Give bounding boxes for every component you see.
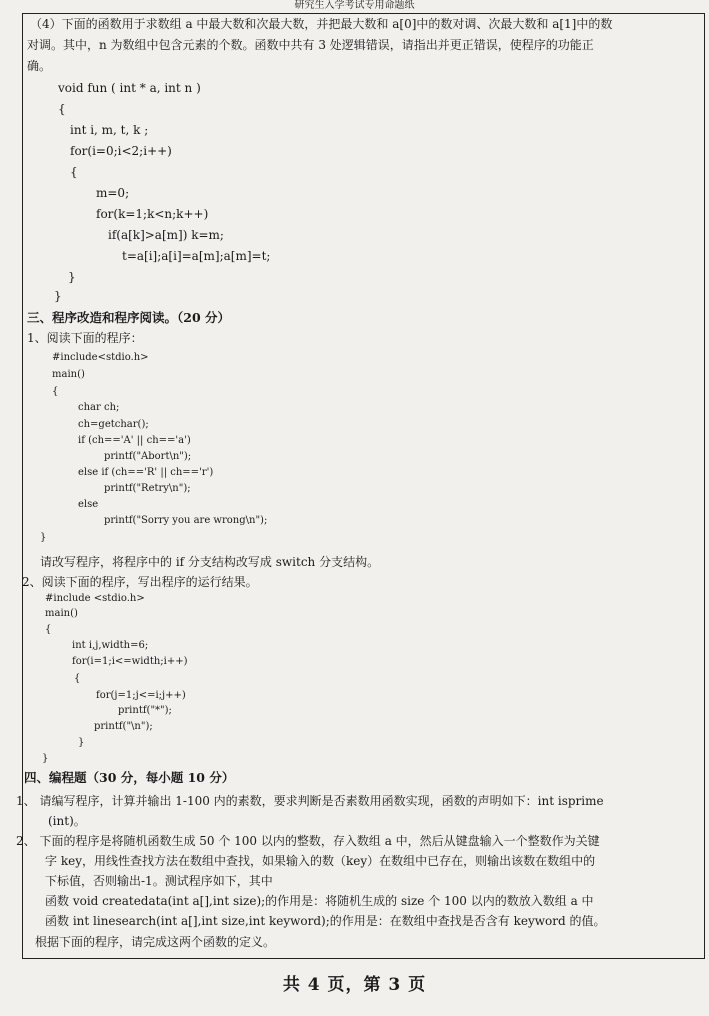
q1-code-line: ch=getchar(); bbox=[78, 419, 149, 430]
q4-code-line: m=0; bbox=[96, 186, 130, 200]
q2-code-line: #include <stdio.h> bbox=[45, 593, 145, 604]
q4-line2: 对调。其中，n 为数组中包含元素的个数。函数中共有 3 处逻辑错误，请指出并更正错误，使程序的功能正 bbox=[27, 38, 594, 52]
q4-line1: （4）下面的函数用于求数组 a 中最大数和次最大数，并把最大数和 a[0]中的数对调、次最大数和 a[1]中的数 bbox=[30, 17, 613, 31]
q4-code-line: if(a[k]>a[m]) k=m; bbox=[108, 228, 224, 242]
q4-code-line: { bbox=[70, 165, 78, 179]
q4-line3: 确。 bbox=[27, 59, 52, 73]
q2-code-line: printf("*"); bbox=[118, 705, 172, 716]
q1-code-line: if (ch=='A' || ch=='a') bbox=[78, 435, 191, 446]
section4-q2-line3: 下标值，否则输出-1。测试程序如下，其中 bbox=[45, 874, 273, 888]
q1-code-line: printf("Sorry you are wrong\n"); bbox=[104, 515, 268, 526]
section4-q2-line2: 字 key，用线性查找方法在数组中查找，如果输入的数（key）在数组中已存在，则输出该数在数组中的 bbox=[45, 854, 596, 868]
q2-code-line: } bbox=[78, 737, 85, 748]
q2-code-line: printf("\n"); bbox=[94, 721, 153, 732]
q4-code-line: { bbox=[58, 102, 66, 116]
q2-code-line: main() bbox=[45, 608, 78, 619]
section4-q2-line1: 2、 下面的程序是将随机函数生成 50 个 100 以内的整数，存入数组 a 中，然后从键盘输入一个整数作为关键 bbox=[16, 834, 600, 848]
q2-code-line: for(j=1;j<=i;j++) bbox=[96, 690, 186, 701]
q1-code-line: } bbox=[40, 532, 47, 543]
page-header: 研究生入学考试专用命题纸 bbox=[294, 0, 415, 11]
q2-code-line: { bbox=[45, 624, 52, 635]
section4-q1-line1: 1、 请编写程序，计算并输出 1-100 内的素数，要求判断是否素数用函数实现，函数的声明如下：int isprime bbox=[16, 794, 604, 808]
q4-code-line: for(k=1;k<n;k++) bbox=[96, 207, 209, 221]
q4-code-line: int i, m, t, k ; bbox=[70, 123, 149, 137]
section4-q1-line2: (int)。 bbox=[48, 814, 86, 828]
section4-q2-line5: 函数 int linesearch(int a[],int size,int keyword);的作用是：在数组中查找是否含有 keyword 的值。 bbox=[45, 914, 606, 928]
q1-code-line: printf("Retry\n"); bbox=[104, 483, 191, 494]
q1-code-line: #include<stdio.h> bbox=[52, 352, 149, 363]
section4-title: 四、编程题（30 分，每小题 10 分） bbox=[24, 770, 235, 785]
q1-code-line: else bbox=[78, 499, 99, 510]
q1-code-line: printf("Abort\n"); bbox=[104, 451, 192, 462]
q4-code-line: t=a[i];a[i]=a[m];a[m]=t; bbox=[122, 249, 271, 263]
q4-code-line: for(i=0;i<2;i++) bbox=[70, 144, 172, 158]
q2-code-line: { bbox=[74, 673, 81, 684]
section3-q2-title: 2、阅读下面的程序，写出程序的运行结果。 bbox=[22, 575, 258, 589]
q1-code-line: main() bbox=[52, 369, 85, 380]
q2-code-line: } bbox=[42, 753, 49, 764]
q2-code-line: for(i=1;i<=width;i++) bbox=[72, 656, 188, 667]
section4-q2-line6: 根据下面的程序，请完成这两个函数的定义。 bbox=[35, 935, 276, 949]
q4-code-line: void fun ( int * a, int n ) bbox=[58, 81, 201, 95]
section3-title: 三、程序改造和程序阅读。（20 分） bbox=[27, 310, 230, 325]
q1-code-line: { bbox=[52, 386, 59, 397]
q4-code-line: } bbox=[68, 270, 76, 284]
section4-q2-line4: 函数 void createdata(int a[],int size);的作用是：将随机生成的 size 个 100 以内的数放入数组 a 中 bbox=[45, 894, 594, 908]
section3-q1-task: 请改写程序，将程序中的 if 分支结构改写成 switch 分支结构。 bbox=[40, 555, 380, 569]
section3-q1-title: 1、阅读下面的程序： bbox=[27, 331, 143, 345]
q1-code-line: char ch; bbox=[78, 402, 120, 413]
q2-code-line: int i,j,width=6; bbox=[72, 640, 149, 651]
q4-code-line: } bbox=[54, 289, 62, 303]
q1-code-line: else if (ch=='R' || ch=='r') bbox=[78, 467, 214, 478]
page-footer: 共 4 页，第 3 页 bbox=[282, 975, 427, 995]
